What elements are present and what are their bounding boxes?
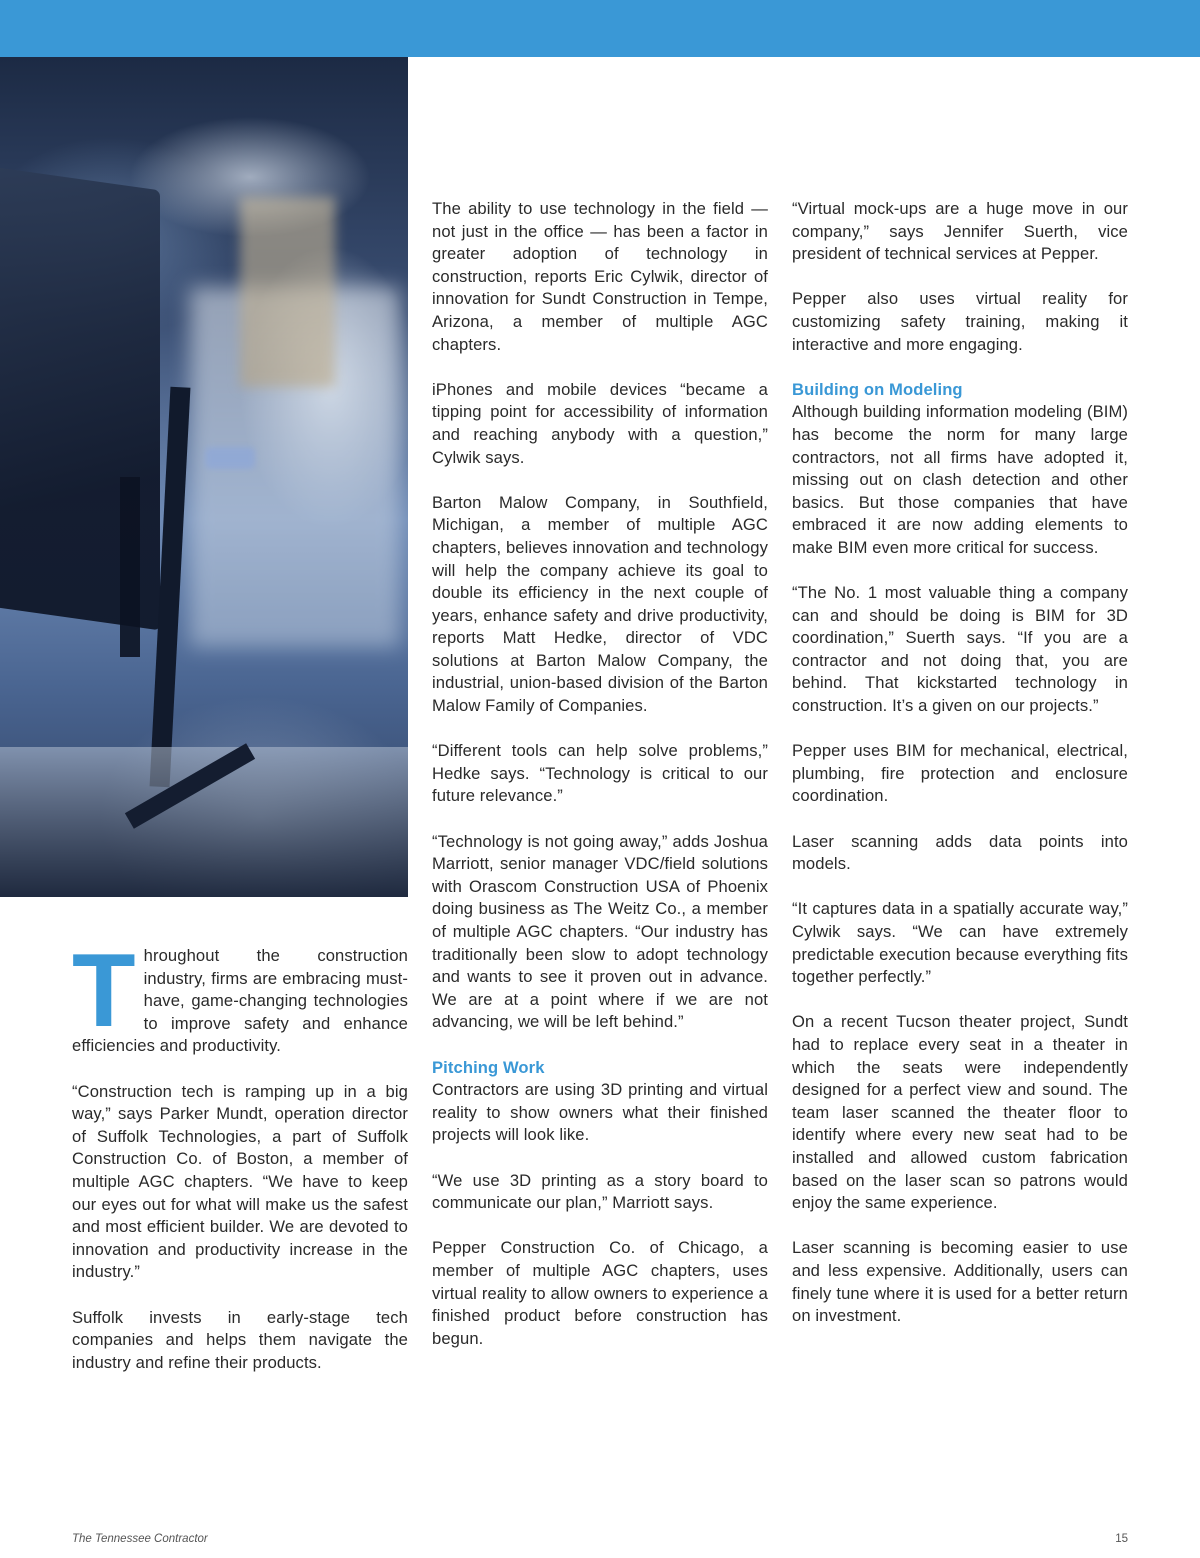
section-heading: Pitching Work — [432, 1057, 545, 1077]
paragraph: Pepper Construction Co. of Chicago, a member of multiple AGC chapters, uses virtual reality to allow owners to experience a finished product before construction has begun. — [432, 1238, 768, 1348]
paragraph: On a recent Tucson theater project, Sundt had to replace every seat in a theater in which the seats were independently designed for a perfect view and sound. The team laser scanned the theater floor to identify where every new seat had to be installed and allowed custom fabrication based on the laser scan so patrons would enjoy the same experience. — [792, 1012, 1128, 1213]
paragraph: Pepper uses BIM for mechanical, electrical, plumbing, fire protection and enclosure coordination. — [792, 741, 1128, 806]
paragraph: Barton Malow Company, in Southfield, Michigan, a member of multiple AGC chapters, believes innovation and technology will help the company achieve its goal to double its efficiency in the next couple of years, enhance safety and drive productivity, reports Matt Hedke, director of VDC solutions at Barton Malow Company, the industrial, union-based division of the Barton Malow Family of Companies. — [432, 492, 768, 716]
paragraph: Contractors are using 3D printing and virtual reality to show owners what their finished projects will look like. — [432, 1080, 768, 1145]
paragraph: The ability to use technology in the field — not just in the office — has been a factor in greater adoption of technology in construction, reports Eric Cylwik, director of innovation for Sundt Construction in Tempe, Arizona, a member of multiple AGC chapters. — [432, 199, 768, 354]
page-number: 15 — [1115, 1533, 1128, 1545]
drop-cap: T — [72, 933, 136, 1049]
paragraph: Pepper also uses virtual reality for customizing safety training, making it interactive and more engaging. — [792, 289, 1128, 354]
article-column-2 — [432, 198, 768, 1373]
paragraph: Laser scanning adds data points into models. — [792, 831, 1128, 874]
paragraph: “Different tools can help solve problems,” Hedke says. “Technology is critical to our future relevance.” — [432, 741, 768, 806]
paragraph: “Construction tech is ramping up in a big way,” says Parker Mundt, operation director of Suffolk Technologies, a part of Suffolk Construction Co. of Boston, a member of multiple AGC chapters. “We have to keep our eyes out for what will make us the safest and most efficient builder. We are devoted to innovation and productivity increase in the industry.” — [72, 1081, 408, 1282]
paragraph: “We use 3D printing as a story board to communicate our plan,” Marriott says. — [432, 1170, 768, 1213]
paragraph: “Technology is not going away,” adds Joshua Marriott, senior manager VDC/field solutions with Orascom Construction USA of Phoenix doing business as The Weitz Co., a member of multiple AGC chapters. “Our industry has traditionally been slow to adopt technology and wants to see it proven out in advance. We are at a point where if we are not advancing, we will be left behind.” — [432, 831, 768, 1032]
article-column-1 — [72, 933, 408, 1397]
photo-indicator-lights — [205, 447, 255, 469]
paragraph: iPhones and mobile devices “became a tipping point for accessibility of information and reaching anybody with a question,” Cylwik says. — [432, 379, 768, 467]
header-color-bar — [0, 0, 1200, 57]
section-heading: Building on Modeling — [792, 379, 963, 399]
paragraph: “Virtual mock-ups are a huge move in our company,” says Jennifer Suerth, vice president of technical services at Pepper. — [792, 199, 1128, 264]
paragraph: “The No. 1 most valuable thing a company can and should be doing is BIM for 3D coordination,” Suerth says. “If you are a contractor and not doing that, you are behind. That kickstarted technology in construction. It’s a given on our projects.” — [792, 583, 1128, 716]
intro-paragraph — [72, 933, 408, 1058]
intro-text: hroughout the construction industry, firms are embracing must-have, game-changing technologies to improve safety and enhance efficiencies and productivity. — [72, 946, 408, 1056]
office-computer-photo — [0, 57, 408, 897]
paragraph: Laser scanning is becoming easier to use and less expensive. Additionally, users can finely tune where it is used for a better return on investment. — [792, 1238, 1128, 1326]
paragraph: “It captures data in a spatially accurate way,” Cylwik says. “We can have extremely predictable execution because everything fits together perfectly.” — [792, 899, 1128, 987]
publication-name: The Tennessee Contractor — [72, 1533, 208, 1545]
paragraph: Suffolk invests in early-stage tech companies and helps them navigate the industry and refine their products. — [72, 1307, 408, 1372]
article-column-3 — [792, 198, 1128, 1350]
photo-warm-light — [240, 197, 335, 387]
paragraph: Although building information modeling (BIM) has become the norm for many large contractors, not all firms have adopted it, missing out on clash detection and other basics. But those companies that have embraced it are now adding elements to make BIM even more critical for success. — [792, 402, 1128, 557]
photo-monitor-edge — [120, 477, 140, 657]
